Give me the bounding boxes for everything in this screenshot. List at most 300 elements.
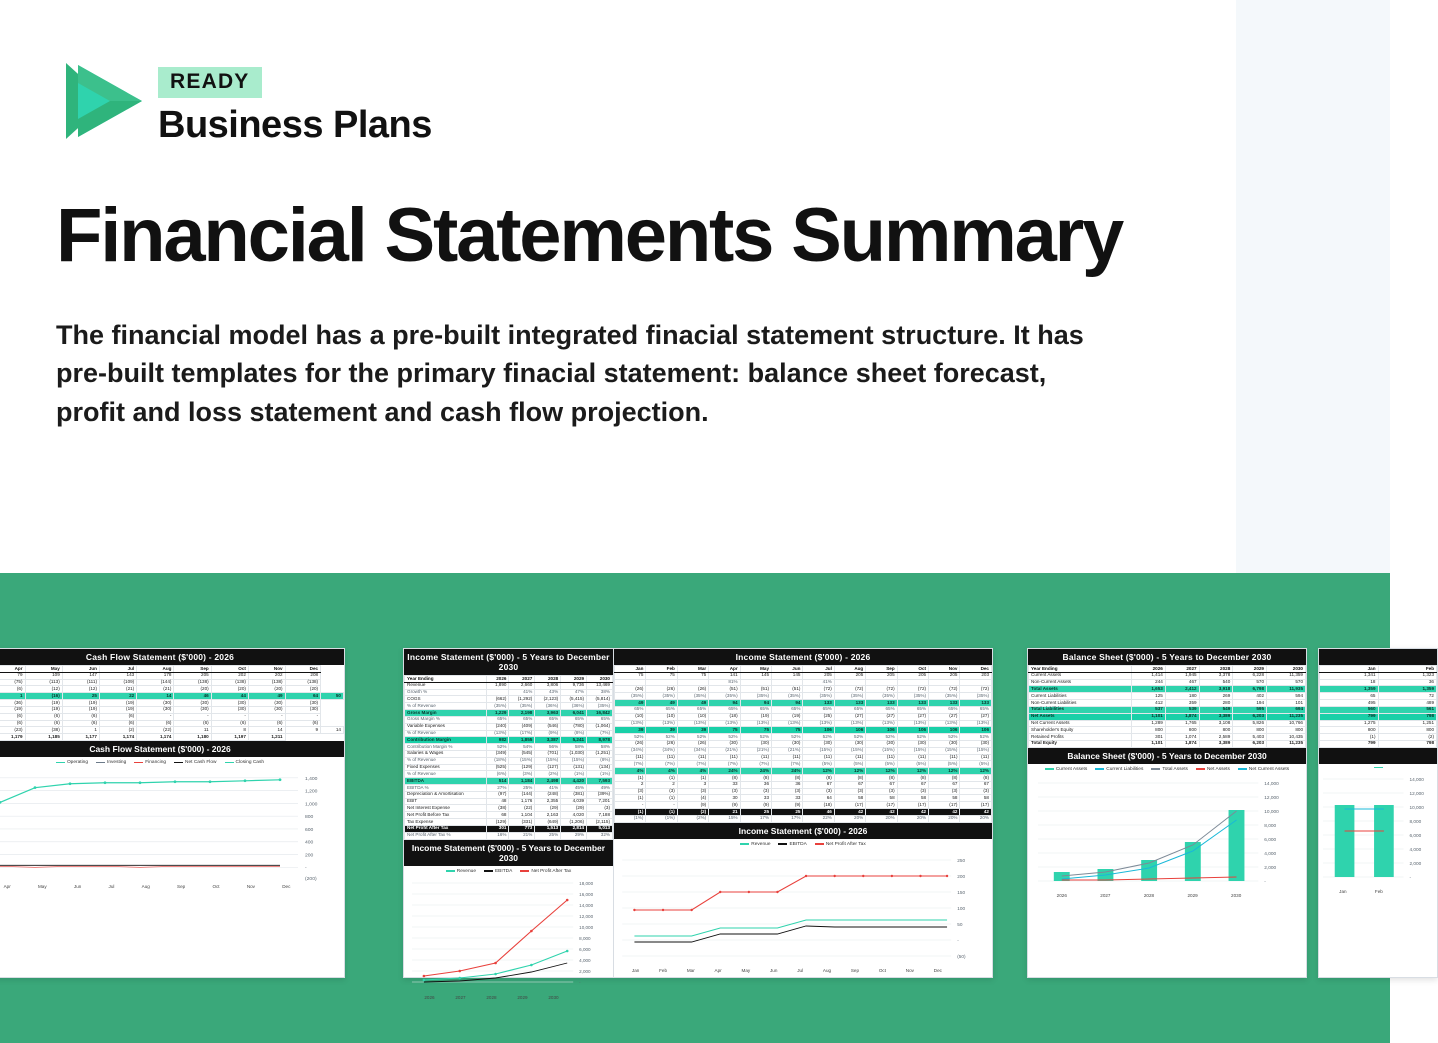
- table-cell: 799: [1320, 713, 1379, 720]
- row-label: Contribution Margin %: [405, 744, 487, 751]
- table-cell: 12%: [929, 768, 960, 775]
- table-row: [0, 700, 344, 707]
- table-cell: 67: [897, 781, 928, 788]
- table-cell: (30): [137, 700, 174, 707]
- table-cell: (15%): [535, 757, 561, 764]
- income5y-chart-plot: [404, 875, 613, 995]
- table-cell: 203: [960, 672, 992, 679]
- legend-item: Net Current Assets: [1238, 767, 1289, 772]
- table-cell: 2,498: [535, 778, 561, 785]
- table-cell: (3): [587, 805, 613, 812]
- table-cell: 50: [321, 693, 344, 700]
- table-cell: 39: [615, 727, 646, 734]
- table-cell: (36): [0, 700, 25, 707]
- row-label: Net Assets: [1029, 713, 1132, 720]
- table-cell: (30): [211, 700, 248, 707]
- table-row: [1320, 740, 1437, 747]
- table-cell: (30): [960, 740, 992, 747]
- cashflow-chart-xaxis: Apr May Jun Jul Aug Sep Oct Nov Dec: [3, 883, 291, 889]
- balance-monthly-chart-xaxis: Jan Feb: [1339, 889, 1383, 895]
- table-cell: (8): [772, 775, 803, 782]
- table-cell: 67: [803, 781, 834, 788]
- row-label: Total Liabilities: [1029, 706, 1132, 713]
- row-label: Depreciation & Amortisation: [405, 791, 487, 798]
- table-row: [615, 768, 992, 775]
- svg-text:6,000: 6,000: [1409, 834, 1422, 840]
- table-row: [405, 771, 613, 778]
- legend-item: Revenue: [740, 842, 770, 847]
- table-cell: 106: [803, 727, 834, 734]
- table-cell: (22): [137, 727, 174, 734]
- table-cell: (3): [897, 788, 928, 795]
- table-cell: 5,826: [1233, 720, 1267, 727]
- table-cell: (72): [803, 686, 834, 693]
- table-cell: 67: [866, 781, 897, 788]
- table-row: [405, 764, 613, 771]
- table-cell: (138): [285, 679, 321, 686]
- table-row: [615, 788, 992, 795]
- table-cell: 52%: [803, 734, 834, 741]
- table-cell: 205: [929, 672, 960, 679]
- col-month: Jun: [772, 666, 803, 673]
- table-cell: (72): [834, 686, 865, 693]
- income2026-table: [614, 665, 992, 823]
- table-cell: 36: [1378, 679, 1437, 686]
- col-month: Aug: [137, 666, 174, 673]
- income-screenshot-card: [403, 648, 993, 1000]
- table-cell: (10): [646, 713, 677, 720]
- table-cell: (4): [677, 795, 708, 802]
- table-cell: 4,420: [561, 778, 587, 785]
- table-cell: 6,798: [1233, 686, 1267, 693]
- table-cell: 27%: [486, 785, 509, 792]
- row-label: Retained Profits: [1029, 734, 1132, 741]
- table-cell: 800: [1267, 727, 1306, 734]
- col-month: Jun: [62, 666, 99, 673]
- table-cell: (649): [535, 819, 561, 826]
- table-cell: 49%: [587, 785, 613, 792]
- table-cell: (248): [535, 791, 561, 798]
- table-cell: (18): [709, 713, 740, 720]
- table-cell: 47%: [561, 689, 587, 696]
- table-cell: 22: [99, 693, 136, 700]
- table-cell: (21%): [740, 747, 771, 754]
- table-cell: 10,435: [1267, 734, 1306, 741]
- table-cell: (7%): [646, 761, 677, 768]
- table-cell: (35%): [509, 703, 535, 710]
- table-row: [615, 781, 992, 788]
- table-cell: 65%: [646, 706, 677, 713]
- table-cell: [615, 679, 646, 686]
- table-cell: 1,855: [509, 737, 535, 744]
- table-row: [405, 825, 613, 832]
- table-cell: 17%: [772, 815, 803, 822]
- table-cell: [866, 679, 897, 686]
- table-cell: (6): [25, 720, 62, 727]
- table-cell: 3: [677, 781, 708, 788]
- svg-text:10,000: 10,000: [1264, 809, 1279, 815]
- table-cell: (1): [646, 795, 677, 802]
- col-month: Apr: [0, 666, 25, 673]
- table-cell: 21: [709, 809, 740, 816]
- table-cell: (72): [866, 686, 897, 693]
- table-cell: 359: [1165, 700, 1199, 707]
- svg-text:16,000: 16,000: [579, 891, 594, 897]
- row-label: Shareholder's Equity: [1029, 727, 1132, 734]
- table-cell: [677, 679, 708, 686]
- svg-text:10,000: 10,000: [1409, 806, 1424, 812]
- table-cell: (138): [248, 679, 285, 686]
- row-label: Variable Expenses: [405, 723, 487, 730]
- table-cell: 798: [1378, 713, 1437, 720]
- table-cell: (13%): [960, 720, 992, 727]
- table-cell: 75: [646, 672, 677, 679]
- table-cell: (9): [772, 802, 803, 809]
- table-cell: (5%): [929, 761, 960, 768]
- table-row: [0, 679, 344, 686]
- table-cell: (6): [0, 686, 25, 693]
- col-year: 2028: [1199, 666, 1233, 673]
- table-cell: (6): [174, 720, 211, 727]
- table-cell: (5%): [960, 761, 992, 768]
- table-cell: (20): [248, 686, 285, 693]
- table-cell: 14: [137, 693, 174, 700]
- table-cell: 52%: [615, 734, 646, 741]
- table-cell: (72): [960, 686, 992, 693]
- table-cell: (6): [0, 720, 25, 727]
- table-cell: (17): [834, 802, 865, 809]
- income5y-table: [404, 675, 613, 840]
- table-row: [0, 686, 344, 693]
- table-row: [1320, 700, 1437, 707]
- table-cell: (6): [211, 720, 248, 727]
- table-row: [405, 723, 613, 730]
- svg-text:4,000: 4,000: [579, 957, 591, 963]
- table-cell: (9): [740, 802, 771, 809]
- table-cell: (13%): [897, 720, 928, 727]
- table-cell: 12%: [866, 768, 897, 775]
- table-cell: 537: [1132, 706, 1166, 713]
- table-row: [405, 791, 613, 798]
- table-cell: (30): [211, 706, 248, 713]
- table-cell: (8): [834, 775, 865, 782]
- table-cell: (6): [248, 720, 285, 727]
- svg-text:4,000: 4,000: [1264, 851, 1277, 857]
- table-cell: (11): [866, 754, 897, 761]
- table-cell: 65%: [866, 706, 897, 713]
- table-cell: (21%): [709, 747, 740, 754]
- table-cell: 800: [1132, 727, 1166, 734]
- svg-text:-: -: [1409, 876, 1412, 882]
- table-cell: (30): [929, 740, 960, 747]
- table-cell: (113): [25, 679, 62, 686]
- table-cell: (7%): [709, 761, 740, 768]
- table-row: [0, 713, 344, 720]
- table-cell: (19): [25, 706, 62, 713]
- col-year: 2027: [1165, 666, 1199, 673]
- table-cell: (13%): [709, 720, 740, 727]
- table-cell: (1): [615, 795, 646, 802]
- col-month: Feb: [646, 666, 677, 673]
- table-cell: 2: [646, 781, 677, 788]
- table-cell: (10): [677, 713, 708, 720]
- table-cell: (6%): [486, 771, 509, 778]
- table-cell: 20%: [929, 815, 960, 822]
- table-cell: (13%): [486, 730, 509, 737]
- row-label: Net Current Assets: [1029, 720, 1132, 727]
- table-row: [405, 785, 613, 792]
- table-cell: 42: [897, 809, 928, 816]
- table-cell: (3): [960, 788, 992, 795]
- table-cell: (17): [929, 802, 960, 809]
- table-cell: 4,039: [561, 798, 587, 805]
- table-cell: 1,513: [535, 825, 561, 832]
- table-row: [405, 710, 613, 717]
- table-row: [405, 744, 613, 751]
- table-cell: 17%: [740, 815, 771, 822]
- balance-chart-title: Balance Sheet ($'000) - 5 Years to December 2030: [1028, 748, 1306, 764]
- table-cell: (19): [740, 713, 771, 720]
- row-label: EBITDA: [405, 778, 487, 785]
- table-cell: 11,235: [1267, 740, 1306, 747]
- svg-text:-: -: [305, 866, 307, 872]
- table-cell: 42: [866, 809, 897, 816]
- table-cell: 982: [486, 737, 509, 744]
- table-cell: (1): [677, 775, 708, 782]
- col-month: Sep: [174, 666, 211, 673]
- table-cell: (8): [929, 775, 960, 782]
- col-month: Apr: [709, 666, 740, 673]
- table-cell: 49: [646, 700, 677, 707]
- table-cell: (97): [486, 791, 509, 798]
- table-cell: (19): [62, 706, 99, 713]
- play-logo-icon: [58, 57, 146, 145]
- table-cell: 58: [960, 795, 992, 802]
- table-cell: (17): [897, 802, 928, 809]
- row-label: Non-Current Assets: [1029, 679, 1132, 686]
- table-cell: 65%: [709, 706, 740, 713]
- table-cell: 800: [1165, 727, 1199, 734]
- table-cell: 1,945: [1165, 672, 1199, 679]
- table-cell: (3): [740, 788, 771, 795]
- table-cell: 49: [248, 693, 285, 700]
- table-cell: (13%): [646, 720, 677, 727]
- table-cell: 68: [486, 812, 509, 819]
- table-cell: 65%: [803, 706, 834, 713]
- table-cell: (11): [740, 754, 771, 761]
- table-row: [0, 706, 344, 713]
- table-cell: (131): [561, 764, 587, 771]
- table-cell: (30): [248, 700, 285, 707]
- table-cell: (11): [677, 754, 708, 761]
- table-cell: 280: [1199, 700, 1233, 707]
- table-cell: (19): [25, 700, 62, 707]
- table-cell: 75: [615, 672, 646, 679]
- table-cell: (3): [929, 788, 960, 795]
- table-cell: 94: [740, 700, 771, 707]
- table-cell: 1,653: [1132, 686, 1166, 693]
- table-cell: 1,101: [1132, 713, 1166, 720]
- table-cell: (5%): [803, 761, 834, 768]
- table-cell: [646, 679, 677, 686]
- table-cell: (8%): [561, 730, 587, 737]
- table-cell: (11): [772, 754, 803, 761]
- income5y-table-title: Income Statement ($'000) - 5 Years to December 2030: [404, 649, 613, 675]
- table-cell: (26): [646, 686, 677, 693]
- income2026-chart-title: Income Statement ($'000) - 2026: [614, 823, 992, 839]
- table-cell: (30): [803, 740, 834, 747]
- cashflow-table-title: Cash Flow Statement ($'000) - 2026: [0, 649, 344, 665]
- table-cell: 52%: [772, 734, 803, 741]
- table-cell: 65: [1320, 693, 1379, 700]
- income2026-chart-xaxis: Jan Feb Mar Apr May Jun Jul Aug Sep Oct Nov Dec: [631, 967, 942, 973]
- table-cell: 10,766: [1267, 720, 1306, 727]
- svg-text:200: 200: [957, 873, 966, 879]
- table-cell: 595: [1233, 706, 1267, 713]
- table-cell: 20%: [960, 815, 992, 822]
- row-label: Net Interest Expense: [405, 805, 487, 812]
- table-cell: 147: [62, 672, 99, 679]
- table-cell: (17): [866, 802, 897, 809]
- table-row: [615, 754, 992, 761]
- table-cell: (546): [535, 723, 561, 730]
- table-cell: (15%): [897, 747, 928, 754]
- table-cell: (5%): [897, 761, 928, 768]
- balance-monthly-screenshot-card: [1318, 648, 1438, 978]
- table-cell: (2%): [535, 771, 561, 778]
- table-cell: (144): [137, 679, 174, 686]
- table-cell: 514: [486, 778, 509, 785]
- table-cell: (15%): [960, 747, 992, 754]
- row-label: Total Equity: [1029, 740, 1132, 747]
- table-cell: 133: [834, 700, 865, 707]
- table-cell: (10): [615, 713, 646, 720]
- col-year: 2030: [587, 676, 613, 683]
- table-cell: 4,020: [561, 812, 587, 819]
- table-row: [405, 689, 613, 696]
- table-cell: 106: [866, 727, 897, 734]
- table-cell: (6): [62, 720, 99, 727]
- table-cell: 11,359: [1267, 672, 1306, 679]
- table-cell: 125: [1132, 693, 1166, 700]
- table-cell: 3,108: [1199, 720, 1233, 727]
- table-cell: 15%: [709, 815, 740, 822]
- legend-item: Financing: [134, 760, 166, 765]
- table-cell: (19): [99, 706, 136, 713]
- table-cell: (19): [99, 700, 136, 707]
- svg-text:10,000: 10,000: [579, 924, 594, 930]
- balance-chart-legend: [1028, 764, 1306, 773]
- legend-item: Revenue: [446, 869, 476, 874]
- table-cell: (1,206): [561, 819, 587, 826]
- col-month: Dec: [285, 666, 321, 673]
- table-cell: 39: [677, 727, 708, 734]
- table-cell: (34%): [646, 747, 677, 754]
- table-cell: (15%): [866, 747, 897, 754]
- table-cell: -: [615, 802, 646, 809]
- cashflow-table: [0, 665, 344, 741]
- table-cell: 1: [0, 693, 25, 700]
- table-cell: (3): [677, 788, 708, 795]
- table-cell: (7%): [772, 761, 803, 768]
- table-cell: (26): [615, 686, 646, 693]
- balance-monthly-table: [1319, 665, 1437, 748]
- table-cell: (6): [62, 713, 99, 720]
- table-cell: 3,806: [535, 682, 561, 689]
- table-cell: 1,414: [1132, 672, 1166, 679]
- svg-text:100: 100: [957, 905, 966, 911]
- table-cell: (8): [866, 775, 897, 782]
- table-cell: (18): [803, 802, 834, 809]
- table-cell: (19): [772, 713, 803, 720]
- income2026-chart-legend: [614, 839, 992, 848]
- row-label: Gross Margin: [405, 710, 487, 717]
- table-cell: (545): [509, 750, 535, 757]
- table-cell: (1,251): [587, 750, 613, 757]
- svg-text:50: 50: [957, 921, 963, 927]
- table-cell: 65%: [834, 706, 865, 713]
- svg-text:200: 200: [305, 853, 314, 859]
- table-row: [1029, 740, 1306, 747]
- table-cell: 79: [0, 672, 25, 679]
- table-cell: 11,935: [1267, 686, 1306, 693]
- row-label: EBIT: [405, 798, 487, 805]
- table-cell: -: [211, 713, 248, 720]
- table-cell: 106: [834, 727, 865, 734]
- col-month: May: [740, 666, 771, 673]
- table-row: [615, 672, 992, 679]
- table-cell: (525): [486, 764, 509, 771]
- table-cell: 1,890: [486, 682, 509, 689]
- table-cell: 46: [174, 693, 211, 700]
- table-cell: (72): [929, 686, 960, 693]
- table-cell: 133: [866, 700, 897, 707]
- table-cell: (3): [709, 788, 740, 795]
- table-cell: 2,589: [1199, 734, 1233, 741]
- table-cell: (7%): [740, 761, 771, 768]
- table-cell: (21%): [772, 747, 803, 754]
- svg-text:12,000: 12,000: [1264, 795, 1279, 801]
- table-cell: 301: [486, 825, 509, 832]
- table-cell: (19): [62, 700, 99, 707]
- table-cell: (331): [509, 819, 535, 826]
- table-cell: 36: [772, 781, 803, 788]
- table-cell: 75: [709, 727, 740, 734]
- table-cell: 180: [1165, 693, 1199, 700]
- svg-text:150: 150: [957, 889, 966, 895]
- table-cell: 3,389: [1199, 713, 1233, 720]
- svg-text:14,000: 14,000: [1409, 778, 1424, 784]
- table-cell: (2,123): [535, 696, 561, 703]
- table-cell: (34%): [615, 747, 646, 754]
- svg-text:1,000: 1,000: [305, 802, 318, 808]
- table-cell: 12%: [803, 768, 834, 775]
- table-row: [405, 812, 613, 819]
- table-cell: 75: [772, 727, 803, 734]
- svg-text:1,200: 1,200: [305, 789, 318, 795]
- table-cell: (35%): [587, 703, 613, 710]
- table-cell: (23): [0, 727, 25, 734]
- table-row: [405, 682, 613, 689]
- table-header-row: [1320, 666, 1437, 673]
- legend-item: Current Assets: [1045, 767, 1087, 772]
- table-cell: 52%: [740, 734, 771, 741]
- table-cell: (8): [709, 775, 740, 782]
- row-label: % of Revenue: [405, 730, 487, 737]
- table-cell: 145: [740, 672, 771, 679]
- table-cell: 773: [509, 825, 535, 832]
- table-cell: [897, 679, 928, 686]
